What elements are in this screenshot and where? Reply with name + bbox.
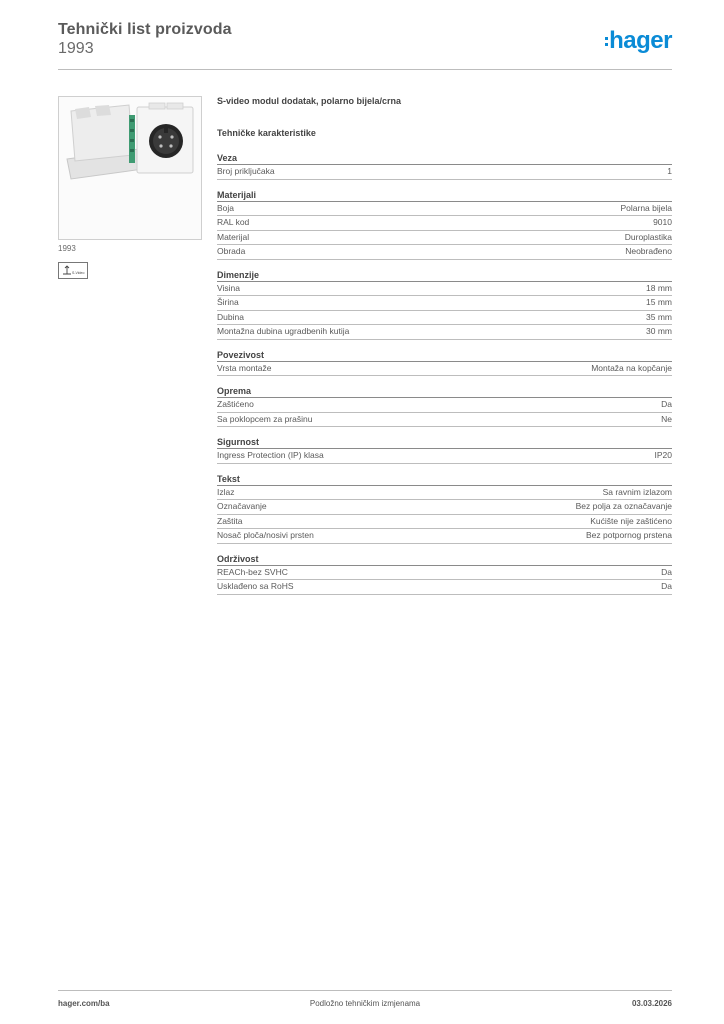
spec-row xyxy=(217,398,672,413)
document-title: Tehnički list proizvoda xyxy=(58,21,232,38)
spec-label: Visina xyxy=(217,282,240,293)
spec-group xyxy=(217,385,672,427)
spec-value: Montaža na kopčanje xyxy=(591,362,672,373)
spec-value: Ne xyxy=(661,413,672,424)
specifications xyxy=(217,96,672,604)
spec-value: 35 mm xyxy=(646,311,672,322)
spec-value: IP20 xyxy=(654,450,672,460)
spec-group-title: Veza xyxy=(217,152,672,165)
spec-value: Neobrađeno xyxy=(625,246,672,256)
spec-label: Boja xyxy=(217,202,235,213)
spec-row xyxy=(217,413,672,428)
spec-row xyxy=(217,245,672,260)
spec-group xyxy=(217,553,672,595)
page-footer xyxy=(58,990,672,1008)
spec-value: Polarna bijela xyxy=(620,202,672,213)
spec-value: Duroplastika xyxy=(624,231,672,242)
spec-label: Materijal xyxy=(217,231,250,242)
spec-row xyxy=(217,216,672,231)
spec-label: Sa poklopcem za prašinu xyxy=(217,413,313,424)
image-caption: 1993 xyxy=(58,244,76,253)
spec-row xyxy=(217,580,672,595)
spec-group-title: Dimenzije xyxy=(217,269,672,282)
spec-group xyxy=(217,269,672,340)
spec-label: Usklađeno sa RoHS xyxy=(217,581,294,591)
spec-label: Širina xyxy=(217,297,239,307)
page-header xyxy=(58,21,672,70)
spec-row xyxy=(217,325,672,340)
spec-value: 9010 xyxy=(653,217,672,227)
spec-row xyxy=(217,202,672,217)
logo-dots-icon xyxy=(605,37,608,46)
spec-group-title: Povezivost xyxy=(217,349,672,362)
spec-label: REACh-bez SVHC xyxy=(217,566,288,577)
spec-value: Bez polja za označavanje xyxy=(575,501,672,511)
spec-group-title: Sigurnost xyxy=(217,436,672,449)
spec-label: Broj priključaka xyxy=(217,166,275,176)
footer-note: Podložno tehničkim izmjenama xyxy=(309,999,421,1008)
spec-label: Zaštićeno xyxy=(217,399,254,409)
spec-row xyxy=(217,566,672,581)
spec-value: Da xyxy=(661,581,672,591)
product-image xyxy=(58,96,202,240)
spec-label: Izlaz xyxy=(217,486,235,497)
spec-value: Sa ravnim izlazom xyxy=(602,486,672,497)
spec-groups xyxy=(217,152,672,595)
spec-group xyxy=(217,152,672,180)
spec-group-title: Održivost xyxy=(217,553,672,566)
spec-group xyxy=(217,189,672,260)
product-number: 1993 xyxy=(58,40,94,57)
spec-value: Da xyxy=(661,399,672,409)
spec-label: Nosač ploča/nosivi prsten xyxy=(217,530,314,540)
spec-label: Montažna dubina ugradbenih kutija xyxy=(217,326,350,336)
spec-row xyxy=(217,362,672,377)
spec-group-title: Materijali xyxy=(217,189,672,202)
spec-row xyxy=(217,486,672,501)
spec-row xyxy=(217,500,672,515)
spec-value: 15 mm xyxy=(646,297,672,307)
spec-group xyxy=(217,473,672,544)
spec-value: Da xyxy=(661,566,672,577)
spec-label: RAL kod xyxy=(217,217,250,227)
spec-group-title: Tekst xyxy=(217,473,672,486)
s-video-module-icon xyxy=(59,97,201,239)
spec-label: Vrsta montaže xyxy=(217,362,272,373)
footer-website: hager.com/ba xyxy=(58,999,110,1008)
spec-row xyxy=(217,449,672,464)
spec-row xyxy=(217,165,672,180)
spec-group xyxy=(217,436,672,464)
spec-row xyxy=(217,529,672,544)
spec-label: Zaštita xyxy=(217,515,243,526)
logo-text: hager xyxy=(609,27,672,54)
spec-value: 30 mm xyxy=(646,326,672,336)
spec-label: Dubina xyxy=(217,311,244,322)
spec-group xyxy=(217,349,672,377)
spec-value: Kućište nije zaštićeno xyxy=(590,515,672,526)
hager-logo xyxy=(605,29,672,53)
spec-row xyxy=(217,231,672,246)
spec-value: 18 mm xyxy=(646,282,672,293)
spec-group-title: Oprema xyxy=(217,385,672,398)
specs-heading: Tehničke karakteristike xyxy=(217,128,316,138)
spec-label: Označavanje xyxy=(217,501,267,511)
spec-value: 1 xyxy=(667,166,672,176)
spec-label: Obrada xyxy=(217,246,246,256)
spec-label: Ingress Protection (IP) klasa xyxy=(217,450,324,460)
spec-row xyxy=(217,282,672,297)
spec-value: Bez potpornog prstena xyxy=(585,530,672,540)
product-description: S-video modul dodatak, polarno bijela/crna xyxy=(217,96,402,106)
footer-date: 03.03.2026 xyxy=(631,999,672,1008)
spec-row xyxy=(217,296,672,311)
s-video-symbol-icon xyxy=(58,262,88,279)
symbol-label: S-Video xyxy=(72,271,85,275)
spec-row xyxy=(217,515,672,530)
spec-row xyxy=(217,311,672,326)
